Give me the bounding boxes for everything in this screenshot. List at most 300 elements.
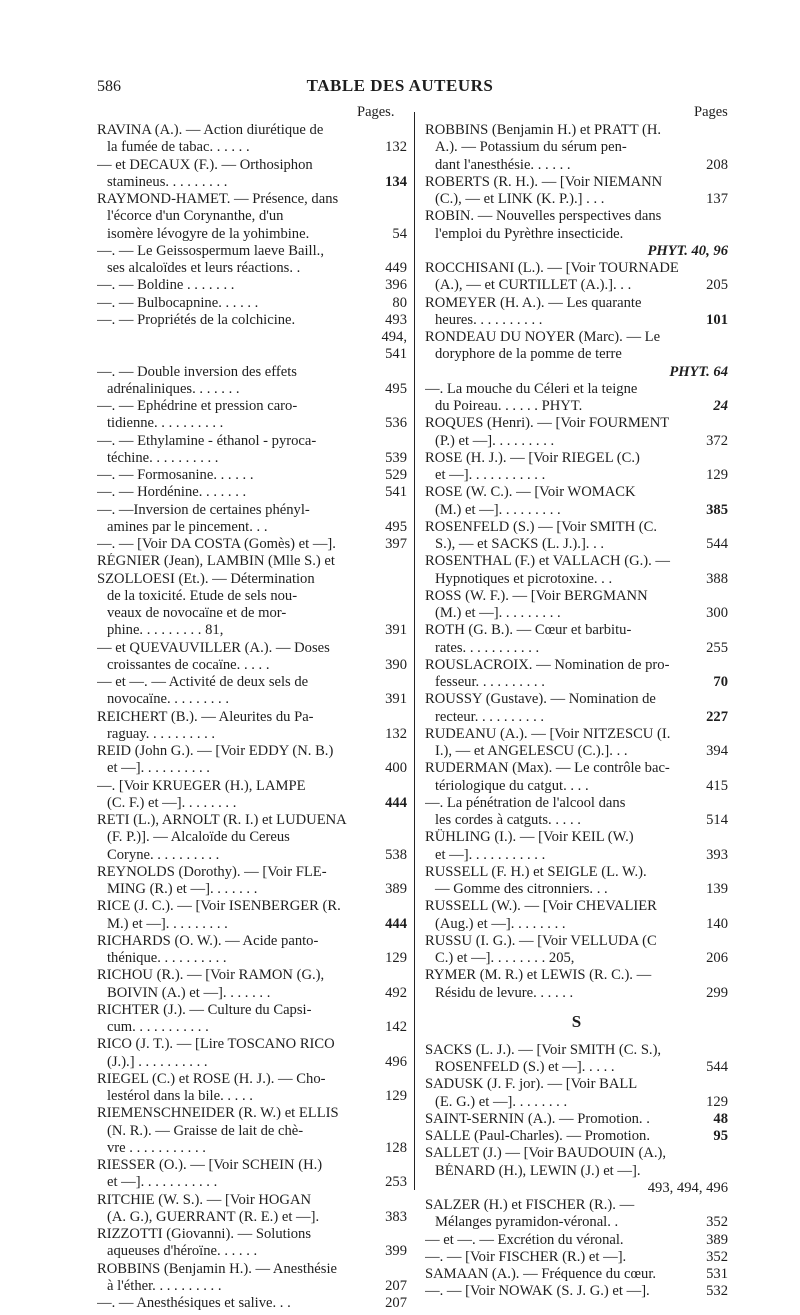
page-reference: 352 bbox=[706, 1248, 728, 1265]
index-line bbox=[97, 864, 407, 881]
index-line bbox=[97, 208, 407, 225]
index-line bbox=[97, 795, 407, 812]
entry-text: (P.) et —]. . . . . . . . . bbox=[435, 432, 555, 449]
page-reference: 253 bbox=[385, 1174, 407, 1191]
index-line bbox=[425, 881, 728, 898]
entry-text: ses alcaloïdes et leurs réactions. . bbox=[107, 260, 301, 276]
page-reference: 492 bbox=[385, 984, 407, 1001]
entry-text: et —]. . . . . . . . . . . bbox=[435, 467, 546, 483]
page-reference: 532 bbox=[706, 1283, 728, 1300]
entry-text: SALLE (Paul-Charles). — Promotion. bbox=[425, 1128, 650, 1144]
index-line bbox=[425, 691, 728, 708]
page-reference: 372 bbox=[706, 432, 728, 449]
index-line bbox=[97, 433, 407, 450]
entry-text: (A.), — et CURTILLET (A.).]. . . bbox=[435, 277, 632, 294]
index-line bbox=[425, 226, 728, 243]
page-reference: 544 bbox=[706, 1059, 728, 1075]
page-reference: 539 bbox=[385, 449, 407, 466]
page-reference: 495 bbox=[385, 518, 407, 535]
page-reference: 399 bbox=[385, 1243, 407, 1260]
entry-text: RÜHLING (I.). — [Voir KEIL (W.) bbox=[425, 829, 634, 846]
entry-text: RICHOU (R.). — [Voir RAMON (G.), bbox=[97, 967, 325, 984]
entry-text: RIEMENSCHNEIDER (R. W.) et ELLIS bbox=[97, 1105, 339, 1122]
entry-text: stamineus. . . . . . . . . bbox=[107, 173, 228, 190]
entry-text: SALZER (H.) et FISCHER (R.). — bbox=[425, 1197, 635, 1213]
entry-text: —. — Bulbocapnine. . . . . . bbox=[97, 294, 259, 311]
page-reference: 70 bbox=[713, 674, 728, 690]
index-line bbox=[425, 933, 728, 950]
entry-text: REID (John G.). — [Voir EDDY (N. B.) bbox=[97, 743, 334, 759]
entry-text: RONDEAU DU NOYER (Marc). — Le bbox=[425, 329, 661, 345]
entry-text: RITCHIE (W. S.). — [Voir HOGAN bbox=[97, 1191, 312, 1208]
index-line bbox=[425, 312, 728, 329]
page-reference: 397 bbox=[385, 536, 407, 552]
index-line bbox=[97, 1192, 407, 1209]
index-line bbox=[425, 864, 728, 881]
entry-text: — et —. — Excrétion du véronal. bbox=[425, 1231, 624, 1248]
entry-text: Mélanges pyramidon-véronal. . bbox=[435, 1214, 619, 1231]
entry-text: —. — Le Geissospermum laeve Baill., bbox=[97, 242, 324, 259]
index-line bbox=[97, 1243, 407, 1260]
index-line bbox=[97, 709, 407, 726]
entry-text: cum. . . . . . . . . . . bbox=[107, 1019, 209, 1035]
index-line bbox=[425, 1128, 728, 1145]
page-reference: 129 bbox=[706, 467, 728, 483]
entry-text: thénique. . . . . . . . . . bbox=[107, 950, 227, 966]
entry-text: adrénaliniques. . . . . . . bbox=[107, 380, 240, 397]
entry-text: RUSSELL (F. H.) et SEIGLE (L. W.). bbox=[425, 863, 647, 880]
entry-text: et —]. . . . . . . . . . . bbox=[107, 1174, 218, 1191]
entry-text: ROSE (H. J.). — [Voir RIEGEL (C.) bbox=[425, 449, 640, 466]
index-line bbox=[425, 415, 728, 432]
index-line bbox=[425, 346, 728, 363]
entry-text: —. La mouche du Céleri et la teigne bbox=[425, 380, 638, 397]
page-reference: 142 bbox=[385, 1019, 407, 1035]
index-line bbox=[425, 950, 728, 967]
page-reference: 389 bbox=[385, 881, 407, 897]
index-line bbox=[97, 743, 407, 760]
index-line bbox=[97, 1140, 407, 1157]
entry-text: ROBIN. — Nouvelles perspectives dans bbox=[425, 208, 662, 225]
index-line bbox=[425, 709, 728, 726]
index-line bbox=[425, 916, 728, 933]
entry-text: RUDEANU (A.). — [Voir NITZESCU (I. bbox=[425, 725, 671, 742]
page-reference: 95 bbox=[713, 1128, 728, 1144]
entry-text: SAINT-SERNIN (A.). — Promotion. . bbox=[425, 1110, 650, 1127]
entry-text: fesseur. . . . . . . . . . bbox=[435, 674, 545, 690]
index-line bbox=[97, 847, 407, 864]
entry-text: (C.), — et LINK (K. P.).] . . . bbox=[435, 191, 605, 207]
index-line bbox=[425, 1232, 728, 1249]
entry-text: l'écorce d'un Corynanthe, d'un bbox=[107, 208, 284, 225]
index-line bbox=[97, 1088, 407, 1105]
page-reference: 391 bbox=[385, 622, 407, 639]
page-reference: 531 bbox=[706, 1266, 728, 1282]
page-reference: 137 bbox=[706, 191, 728, 207]
entry-text: du Poireau. . . . . . PHYT. bbox=[435, 398, 583, 414]
index-line bbox=[97, 467, 407, 484]
index-line bbox=[97, 916, 407, 933]
entry-text: novocaïne. . . . . . . . . bbox=[107, 691, 229, 708]
entry-text: RIZZOTTI (Giovanni). — Solutions bbox=[97, 1226, 312, 1242]
entry-text: vre . . . . . . . . . . . bbox=[107, 1139, 206, 1156]
page-reference: 134 bbox=[385, 173, 407, 190]
index-line bbox=[425, 1145, 728, 1162]
page-reference: 388 bbox=[706, 570, 728, 587]
entry-text: REYNOLDS (Dorothy). — [Voir FLE- bbox=[97, 863, 327, 880]
entry-text: RUSSU (I. G.). — [Voir VELLUDA (C bbox=[425, 932, 657, 949]
entry-text: ROTH (G. B.). — Cœur et barbitu- bbox=[425, 622, 632, 639]
entry-text: SADUSK (J. F. jor). — [Voir BALL bbox=[425, 1076, 638, 1093]
index-line bbox=[97, 1209, 407, 1226]
entry-text: RICO (J. T.). — [Lire TOSCANO RICO bbox=[97, 1036, 335, 1053]
index-line bbox=[97, 1157, 407, 1174]
index-line bbox=[97, 588, 407, 605]
entry-text: ROBBINS (Benjamin H.) et PRATT (H. bbox=[425, 122, 662, 138]
page-reference: 300 bbox=[706, 605, 728, 621]
entry-text: —. [Voir KRUEGER (H.), LAMPE bbox=[97, 777, 306, 794]
page-reference: 514 bbox=[706, 812, 728, 828]
page-reference: 383 bbox=[385, 1208, 407, 1225]
index-line bbox=[97, 1278, 407, 1295]
entry-text: SALLET (J.) — [Voir BAUDOUIN (A.), bbox=[425, 1145, 667, 1162]
entry-text: dant l'anesthésie. . . . . . bbox=[435, 156, 571, 173]
index-line bbox=[425, 208, 728, 225]
entry-text: BOIVIN (A.) et —]. . . . . . . bbox=[107, 984, 271, 1001]
index-line bbox=[97, 829, 407, 846]
entry-text: —. — Formosanine. . . . . . bbox=[97, 467, 254, 483]
entry-text: —. La pénétration de l'alcool dans bbox=[425, 794, 626, 811]
entry-text: téchine. . . . . . . . . . bbox=[107, 449, 219, 466]
index-line bbox=[425, 967, 728, 984]
entry-text: lestérol dans la bile. . . . . bbox=[107, 1088, 253, 1104]
index-line bbox=[425, 260, 728, 277]
page-reference: 493 bbox=[385, 311, 407, 328]
index-line bbox=[425, 1111, 728, 1128]
entry-text: tériologique du catgut. . . . bbox=[435, 777, 589, 794]
entry-text: —. — Hordénine. . . . . . . bbox=[97, 484, 247, 501]
index-line bbox=[425, 1214, 728, 1231]
entry-text: (M.) et —]. . . . . . . . . bbox=[435, 501, 561, 518]
entry-text: S.), — et SACKS (L. J.).]. . . bbox=[435, 536, 605, 552]
entry-text: (N. R.). — Graisse de lait de chè- bbox=[107, 1122, 304, 1139]
entry-text: ROSENFELD (S.) et —]. . . . . bbox=[435, 1059, 615, 1075]
entry-text: RETI (L.), ARNOLT (R. I.) et LUDUENA bbox=[97, 812, 347, 828]
index-line bbox=[97, 295, 407, 312]
index-line bbox=[425, 122, 728, 139]
entry-text: (M.) et —]. . . . . . . . . bbox=[435, 605, 561, 621]
entry-text: —. — Anesthésiques et salive. . . bbox=[97, 1295, 291, 1311]
entry-text: Coryne. . . . . . . . . . bbox=[107, 846, 220, 863]
entry-text: — et DECAUX (F.). — Orthosiphon bbox=[97, 156, 313, 173]
index-line bbox=[97, 226, 407, 243]
entry-text: SAMAAN (A.). — Fréquence du cœur. bbox=[425, 1266, 657, 1282]
index-line bbox=[97, 157, 407, 174]
page-number: 586 bbox=[97, 78, 121, 95]
page-reference: 538 bbox=[385, 846, 407, 863]
entry-text: —. — Propriétés de la colchicine. bbox=[97, 311, 296, 328]
page-reference: 449 bbox=[385, 260, 407, 276]
entry-text: RICHARDS (O. W.). — Acide panto- bbox=[97, 932, 319, 949]
page-reference: 139 bbox=[706, 881, 728, 897]
index-line bbox=[97, 1054, 407, 1071]
index-line bbox=[425, 588, 728, 605]
page-reference: 80 bbox=[392, 294, 407, 311]
entry-text: ROQUES (Henri). — [Voir FOURMENT bbox=[425, 415, 670, 432]
page-reference: 529 bbox=[385, 467, 407, 483]
page-reference: 385 bbox=[706, 501, 728, 518]
entry-text: — et —. — Activité de deux sels de bbox=[97, 674, 309, 690]
index-line bbox=[97, 1019, 407, 1036]
index-line bbox=[97, 122, 407, 139]
index-line bbox=[97, 898, 407, 915]
index-line bbox=[97, 260, 407, 277]
entry-text: RÉGNIER (Jean), LAMBIN (Mlle S.) et bbox=[97, 553, 335, 570]
entry-text: Résidu de levure. . . . . . bbox=[435, 984, 574, 1001]
index-line bbox=[97, 881, 407, 898]
index-line bbox=[425, 829, 728, 846]
index-line bbox=[97, 933, 407, 950]
index-line bbox=[425, 519, 728, 536]
index-line bbox=[97, 1226, 407, 1243]
index-line bbox=[97, 243, 407, 260]
index-line bbox=[425, 1076, 728, 1093]
page-reference: 207 bbox=[385, 1277, 407, 1294]
entry-text: —. — Ephédrine et pression caro- bbox=[97, 398, 298, 414]
entry-text: —. — [Voir DA COSTA (Gomès) et —]. bbox=[97, 536, 336, 552]
entry-text: (A. G.), GUERRANT (R. E.) et —]. bbox=[107, 1208, 320, 1225]
entry-text: veaux de novocaïne et de mor- bbox=[107, 605, 287, 621]
page-reference: 352 bbox=[706, 1214, 728, 1231]
index-line bbox=[97, 329, 407, 346]
index-line bbox=[97, 1123, 407, 1140]
page-reference: 496 bbox=[385, 1053, 407, 1070]
entry-text: ROBBINS (Benjamin H.). — Anesthésie bbox=[97, 1260, 337, 1277]
index-line bbox=[425, 1094, 728, 1111]
index-line bbox=[97, 502, 407, 519]
index-line bbox=[97, 139, 407, 156]
entry-text: ROMEYER (H. A.). — Les quarante bbox=[425, 294, 642, 311]
entry-text: ROSE (W. C.). — [Voir WOMACK bbox=[425, 484, 636, 501]
index-line bbox=[425, 1266, 728, 1283]
entry-text: A.). — Potassium du sérum pen- bbox=[435, 139, 627, 156]
entry-text: les cordes à catguts. . . . . bbox=[435, 812, 581, 828]
column-divider bbox=[414, 112, 415, 1190]
index-line bbox=[425, 778, 728, 795]
entry-text: (C. F.) et —]. . . . . . . . bbox=[107, 794, 237, 811]
index-line bbox=[425, 657, 728, 674]
entry-text: RICE (J. C.). — [Voir ISENBERGER (R. bbox=[97, 898, 341, 915]
entry-text: recteur. . . . . . . . . . bbox=[435, 708, 545, 725]
index-line bbox=[425, 174, 728, 191]
page-reference: 101 bbox=[706, 311, 728, 328]
index-line bbox=[97, 812, 407, 829]
entry-text: — Gomme des citronniers. . . bbox=[435, 881, 608, 897]
page-reference: 536 bbox=[385, 415, 407, 432]
page-reference: 129 bbox=[385, 1088, 407, 1104]
index-line bbox=[97, 605, 407, 622]
index-line bbox=[97, 191, 407, 208]
index-line bbox=[97, 950, 407, 967]
page-reference: 544 bbox=[706, 536, 728, 552]
index-line bbox=[97, 364, 407, 381]
index-line bbox=[97, 553, 407, 570]
index-line bbox=[97, 519, 407, 536]
entry-text: ROUSSY (Gustave). — Nomination de bbox=[425, 691, 656, 708]
page-reference: 391 bbox=[385, 691, 407, 708]
entry-text: RUSSELL (W.). — [Voir CHEVALIER bbox=[425, 898, 657, 915]
index-line bbox=[97, 1174, 407, 1191]
right-column bbox=[425, 122, 728, 1301]
entry-text: amines par le pincement. . . bbox=[107, 518, 268, 535]
index-line bbox=[425, 329, 728, 346]
page-reference: PHYT. 64 bbox=[669, 363, 728, 380]
entry-text: M.) et —]. . . . . . . . . bbox=[107, 915, 228, 932]
index-line bbox=[425, 1059, 728, 1076]
page-reference: 299 bbox=[706, 984, 728, 1001]
entry-text: —. — [Voir FISCHER (R.) et —]. bbox=[425, 1248, 627, 1265]
entry-text: RUDERMAN (Max). — Le contrôle bac- bbox=[425, 760, 670, 777]
index-line bbox=[425, 760, 728, 777]
index-line bbox=[425, 898, 728, 915]
page-reference: 227 bbox=[706, 708, 728, 725]
page-reference: 205 bbox=[706, 277, 728, 294]
entry-text: heures. . . . . . . . . . bbox=[435, 311, 543, 328]
entry-text: (J.).] . . . . . . . . . . bbox=[107, 1053, 208, 1070]
index-line bbox=[97, 967, 407, 984]
index-line bbox=[97, 1105, 407, 1122]
index-line bbox=[425, 536, 728, 553]
index-line bbox=[425, 364, 728, 381]
entry-text: doryphore de la pomme de terre bbox=[435, 346, 622, 363]
entry-text: — et QUEVAUVILLER (A.). — Doses bbox=[97, 639, 330, 656]
entry-text: RIEGEL (C.) et ROSE (H. J.). — Cho- bbox=[97, 1070, 326, 1087]
entry-text: à l'éther. . . . . . . . . . bbox=[107, 1277, 222, 1294]
entry-text: la fumée de tabac. . . . . . bbox=[107, 139, 250, 156]
index-line bbox=[97, 174, 407, 191]
page-reference: 140 bbox=[706, 915, 728, 932]
index-line bbox=[425, 985, 728, 1002]
page-reference: 415 bbox=[706, 777, 728, 794]
entry-text: —. — Double inversion des effets bbox=[97, 363, 297, 380]
index-line bbox=[97, 571, 407, 588]
index-line bbox=[425, 191, 728, 208]
page-reference: PHYT. 40, 96 bbox=[647, 242, 728, 259]
entry-text: —. — Ethylamine - éthanol - pyroca- bbox=[97, 432, 317, 449]
page-reference: 396 bbox=[385, 277, 407, 294]
index-line bbox=[425, 243, 728, 260]
index-line bbox=[97, 450, 407, 467]
entry-text: et —]. . . . . . . . . . bbox=[107, 760, 210, 777]
entry-text: BÉNARD (H.), LEWIN (J.) et —]. bbox=[435, 1162, 641, 1179]
entry-text: C.) et —]. . . . . . . . 205, bbox=[435, 950, 575, 966]
index-line bbox=[425, 743, 728, 760]
entry-text: —. —Inversion de certaines phényl- bbox=[97, 501, 310, 518]
index-line bbox=[97, 277, 407, 294]
left-column bbox=[97, 122, 407, 1312]
index-line bbox=[425, 795, 728, 812]
page-reference: 541 bbox=[385, 484, 407, 501]
index-line bbox=[97, 381, 407, 398]
entry-text: de la toxicité. Etude de sels nou- bbox=[107, 587, 298, 604]
entry-text: ROUSLACROIX. — Nomination de pro- bbox=[425, 656, 670, 673]
entry-text: et —]. . . . . . . . . . . bbox=[435, 846, 546, 863]
index-line bbox=[425, 1180, 728, 1197]
page-reference: 54 bbox=[392, 225, 407, 242]
entry-text: tidienne. . . . . . . . . . bbox=[107, 415, 224, 432]
index-line bbox=[425, 467, 728, 484]
entry-text: MING (R.) et —]. . . . . . . bbox=[107, 881, 258, 897]
index-line bbox=[425, 553, 728, 570]
entry-text: rates. . . . . . . . . . . bbox=[435, 639, 540, 656]
index-line bbox=[425, 640, 728, 657]
index-line bbox=[425, 433, 728, 450]
entry-text: ROSS (W. F.). — [Voir BERGMANN bbox=[425, 587, 648, 604]
page-reference: 393 bbox=[706, 846, 728, 863]
entry-text: ROCCHISANI (L.). — [Voir TOURNADE bbox=[425, 260, 679, 276]
page-reference: 444 bbox=[385, 915, 407, 932]
index-line bbox=[425, 295, 728, 312]
index-line bbox=[425, 398, 728, 415]
page-reference: 390 bbox=[385, 656, 407, 673]
page-reference: 129 bbox=[385, 950, 407, 966]
entry-text: RICHTER (J.). — Culture du Capsi- bbox=[97, 1001, 312, 1018]
entry-text: l'emploi du Pyrèthre insecticide. bbox=[435, 225, 624, 242]
pages-heading-left: Pages. bbox=[357, 104, 395, 120]
entry-text: RIESSER (O.). — [Voir SCHEIN (H.) bbox=[97, 1157, 323, 1173]
page-reference: 493, 494, 496 bbox=[647, 1179, 728, 1196]
page-reference: 207 bbox=[385, 1295, 407, 1311]
index-line bbox=[97, 691, 407, 708]
entry-text: SACKS (L. J.). — [Voir SMITH (C. S.), bbox=[425, 1041, 662, 1058]
index-line bbox=[97, 657, 407, 674]
index-line bbox=[425, 847, 728, 864]
entry-text: SZOLLOESI (Et.). — Détermination bbox=[97, 570, 315, 587]
entry-text: Hypnotiques et picrotoxine. . . bbox=[435, 570, 613, 587]
entry-text: ROBERTS (R. H.). — [Voir NIEMANN bbox=[425, 173, 663, 190]
index-line bbox=[425, 450, 728, 467]
index-line bbox=[97, 778, 407, 795]
index-line bbox=[425, 502, 728, 519]
index-line bbox=[97, 398, 407, 415]
entry-text: (E. G.) et —]. . . . . . . . bbox=[435, 1093, 568, 1110]
entry-text: (Aug.) et —]. . . . . . . . bbox=[435, 915, 566, 932]
index-line bbox=[425, 484, 728, 501]
entry-text: REICHERT (B.). — Aleurites du Pa- bbox=[97, 708, 314, 725]
entry-text: croissantes de cocaïne. . . . . bbox=[107, 656, 270, 673]
page-reference: 48 bbox=[713, 1110, 728, 1127]
page-title: TABLE DES AUTEURS bbox=[306, 76, 494, 95]
entry-text: aqueuses d'héroïne. . . . . . bbox=[107, 1243, 258, 1260]
index-line bbox=[425, 1283, 728, 1300]
entry-text: —. — Boldine . . . . . . . bbox=[97, 277, 235, 294]
index-line bbox=[425, 622, 728, 639]
page-reference: 389 bbox=[706, 1231, 728, 1248]
index-line bbox=[97, 1261, 407, 1278]
index-line bbox=[425, 157, 728, 174]
index-line bbox=[425, 277, 728, 294]
page-reference: 206 bbox=[706, 950, 728, 966]
entry-text: RYMER (M. R.) et LEWIS (R. C.). — bbox=[425, 967, 652, 984]
index-line bbox=[425, 1197, 728, 1214]
index-line bbox=[97, 1071, 407, 1088]
index-line bbox=[425, 139, 728, 156]
index-line bbox=[97, 346, 407, 363]
index-line bbox=[97, 1036, 407, 1053]
entry-text: raguay. . . . . . . . . . bbox=[107, 725, 216, 742]
entry-text: (F. P.)]. — Alcaloïde du Cereus bbox=[107, 829, 290, 846]
index-line bbox=[97, 536, 407, 553]
